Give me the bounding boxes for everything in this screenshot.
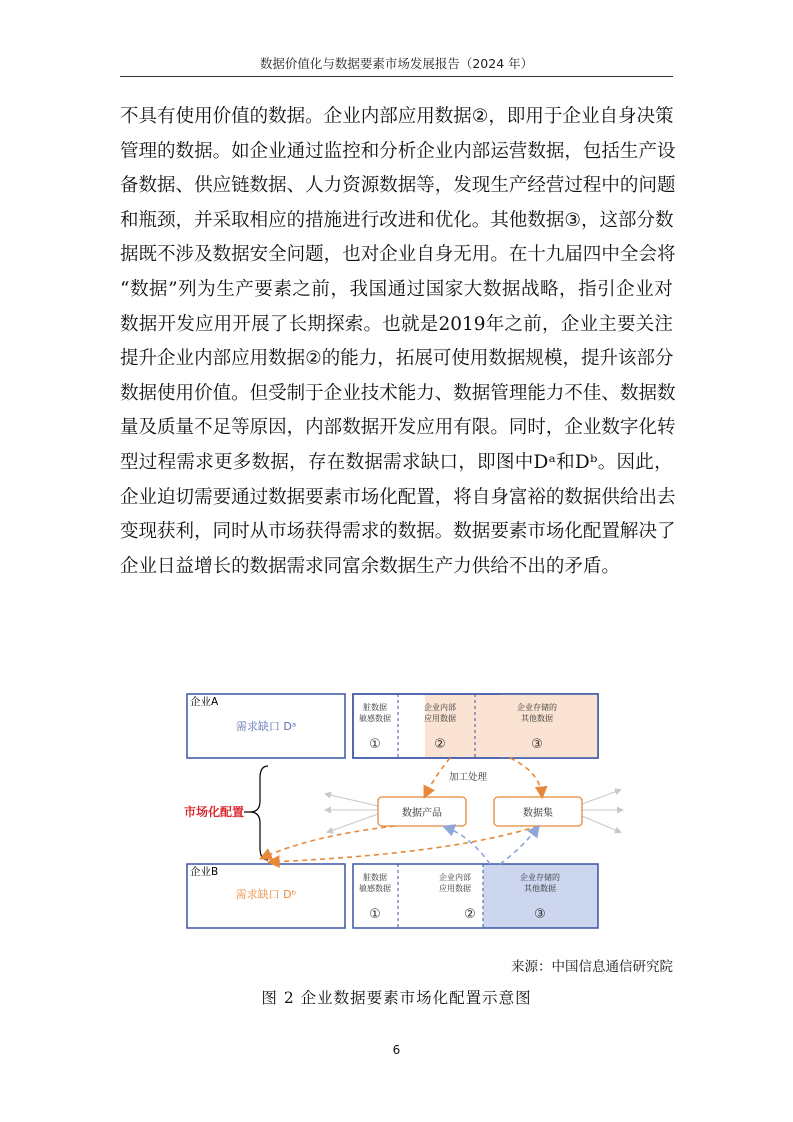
company-b-gap-label: 需求缺口 Dᵇ bbox=[235, 888, 297, 901]
text-line: 据 既 不 涉 及 数 据 安 全 问 题 ， 也 对 企 业 自 身 无 用 。 在 十 九 届 四 中 全 会 将 bbox=[120, 244, 676, 266]
text-line: 提 升 企 业 内 部 应 用 数 据 ② 的 能 力 ， 拓 展 可 使 用 数 据 规 模 ， 提 升 该 部 分 bbox=[120, 348, 674, 370]
text-line: 数 据 使 用 价 值 。 但 受 制 于 企 业 技 术 能 力 、 数 据 管 理 能 力 不 佳 、 数 据 数 bbox=[120, 382, 676, 404]
arrow-b-to-dataset bbox=[500, 827, 538, 864]
a-seg2-line2: 应用数据 bbox=[424, 714, 456, 723]
arrow-a-to-product bbox=[425, 758, 450, 796]
diagram-svg bbox=[150, 686, 660, 936]
running-header: 数据价值化与数据要素市场发展报告（2024 年） bbox=[259, 56, 534, 71]
text-line: “ 数 据 ” 列 为 生 产 要 素 之 前 ， 我 国 通 过 国 家 大 数 据 战 略 ， 指 引 企 业 对 bbox=[120, 278, 673, 300]
b-seg1-line2: 敏感数据 bbox=[359, 884, 391, 893]
text-line: 企 业 日 益 增 长 的 数 据 需 求 同 富 余 数 据 生 产 力 供 给 不 出 的 矛 盾 。 bbox=[120, 555, 620, 577]
process-label: 加工处理 bbox=[448, 772, 488, 783]
company-a-label: 企业A bbox=[190, 696, 219, 708]
arrow-a-to-dataset bbox=[510, 758, 542, 796]
a-seg1-num: ① bbox=[369, 737, 381, 752]
a-seg2-line1: 企业内部 bbox=[424, 703, 456, 712]
b-seg1-num: ① bbox=[369, 907, 381, 922]
text-line: 型 过 程 需 求 更 多 数 据 ， 存 在 数 据 需 求 缺 口 ， 即 图 中 D ᵃ 和 D ᵇ 。 因 此 ， bbox=[120, 451, 673, 473]
bracket bbox=[250, 766, 268, 860]
header-rule bbox=[120, 76, 673, 77]
text-line: 管 理 的 数 据 。 如 企 业 通 过 监 控 和 分 析 企 业 内 部 运 营 数 据 ， 包 括 生 产 设 bbox=[120, 140, 676, 162]
dataset-label: 数据集 bbox=[523, 808, 553, 819]
figure-caption: 图 2 企业数据要素市场化配置示意图 bbox=[261, 989, 532, 1007]
a-seg3-line1: 企业存储的 bbox=[517, 703, 557, 712]
arrow-dataset-to-b bbox=[270, 826, 538, 862]
body-paragraph bbox=[120, 100, 676, 584]
b-seg2-num: ② bbox=[464, 907, 476, 922]
market-allocation-label: 市场化配置 bbox=[183, 805, 245, 819]
arrow-product-to-b bbox=[262, 826, 395, 858]
a-seg1-line2: 敏感数据 bbox=[359, 714, 391, 723]
data-product-label: 数据产品 bbox=[402, 808, 442, 819]
text-line: 数 据 开 发 应 用 开 展 了 长 期 探 索 。 也 就 是 2019 年 之 前 ， 企 业 主 要 关 注 bbox=[120, 313, 673, 335]
text-line: 企 业 迫 切 需 要 通 过 数 据 要 素 市 场 化 配 置 ， 将 自 身 富 裕 的 数 据 供 给 出 去 bbox=[120, 486, 676, 508]
text-line: 量 及 质 量 不 足 等 原 因 ， 内 部 数 据 开 发 应 用 有 限 。 同 时 ， 企 业 数 字 化 转 bbox=[120, 417, 676, 439]
a-seg3-num: ③ bbox=[531, 737, 543, 752]
text-line: 和 瓶 颈 ， 并 采 取 相 应 的 措 施 进 行 改 进 和 优 化 。 其 他 数 据 ③ ， 这 部 分 数 bbox=[120, 209, 674, 231]
figure-market-allocation bbox=[150, 686, 660, 936]
arrow-b-to-product bbox=[445, 827, 490, 864]
figure-source: 来源：中国信息通信研究院 bbox=[511, 959, 673, 975]
b-seg3-line2: 其他数据 bbox=[524, 884, 556, 893]
text-line: 备 数 据 、 供 应 链 数 据 、 人 力 资 源 数 据 等 ， 发 现 生 产 经 营 过 程 中 的 问 题 bbox=[120, 175, 676, 197]
company-b-label: 企业B bbox=[190, 866, 219, 878]
b-seg3-num: ③ bbox=[534, 907, 546, 922]
a-seg3-line2: 其他数据 bbox=[521, 714, 553, 723]
a-seg1-line1: 脏数据 bbox=[363, 703, 387, 712]
text-line: 变 现 获 利 ， 同 时 从 市 场 获 得 需 求 的 数 据 。 数 据 要 素 市 场 化 配 置 解 决 了 bbox=[120, 521, 676, 543]
page-number: 6 bbox=[392, 1043, 401, 1057]
b-seg2-line2: 应用数据 bbox=[439, 884, 471, 893]
b-seg2-line1: 企业内部 bbox=[439, 873, 471, 882]
text-line: 不 具 有 使 用 价 值 的 数 据 。 企 业 内 部 应 用 数 据 ② ， 即 用 于 企 业 自 身 决 策 bbox=[120, 106, 674, 127]
a-seg2-num: ② bbox=[434, 737, 446, 752]
b-seg3-line1: 企业存储的 bbox=[520, 873, 560, 882]
company-a-gap-label: 需求缺口 Dᵃ bbox=[235, 720, 297, 733]
b-seg1-line1: 脏数据 bbox=[363, 873, 387, 882]
